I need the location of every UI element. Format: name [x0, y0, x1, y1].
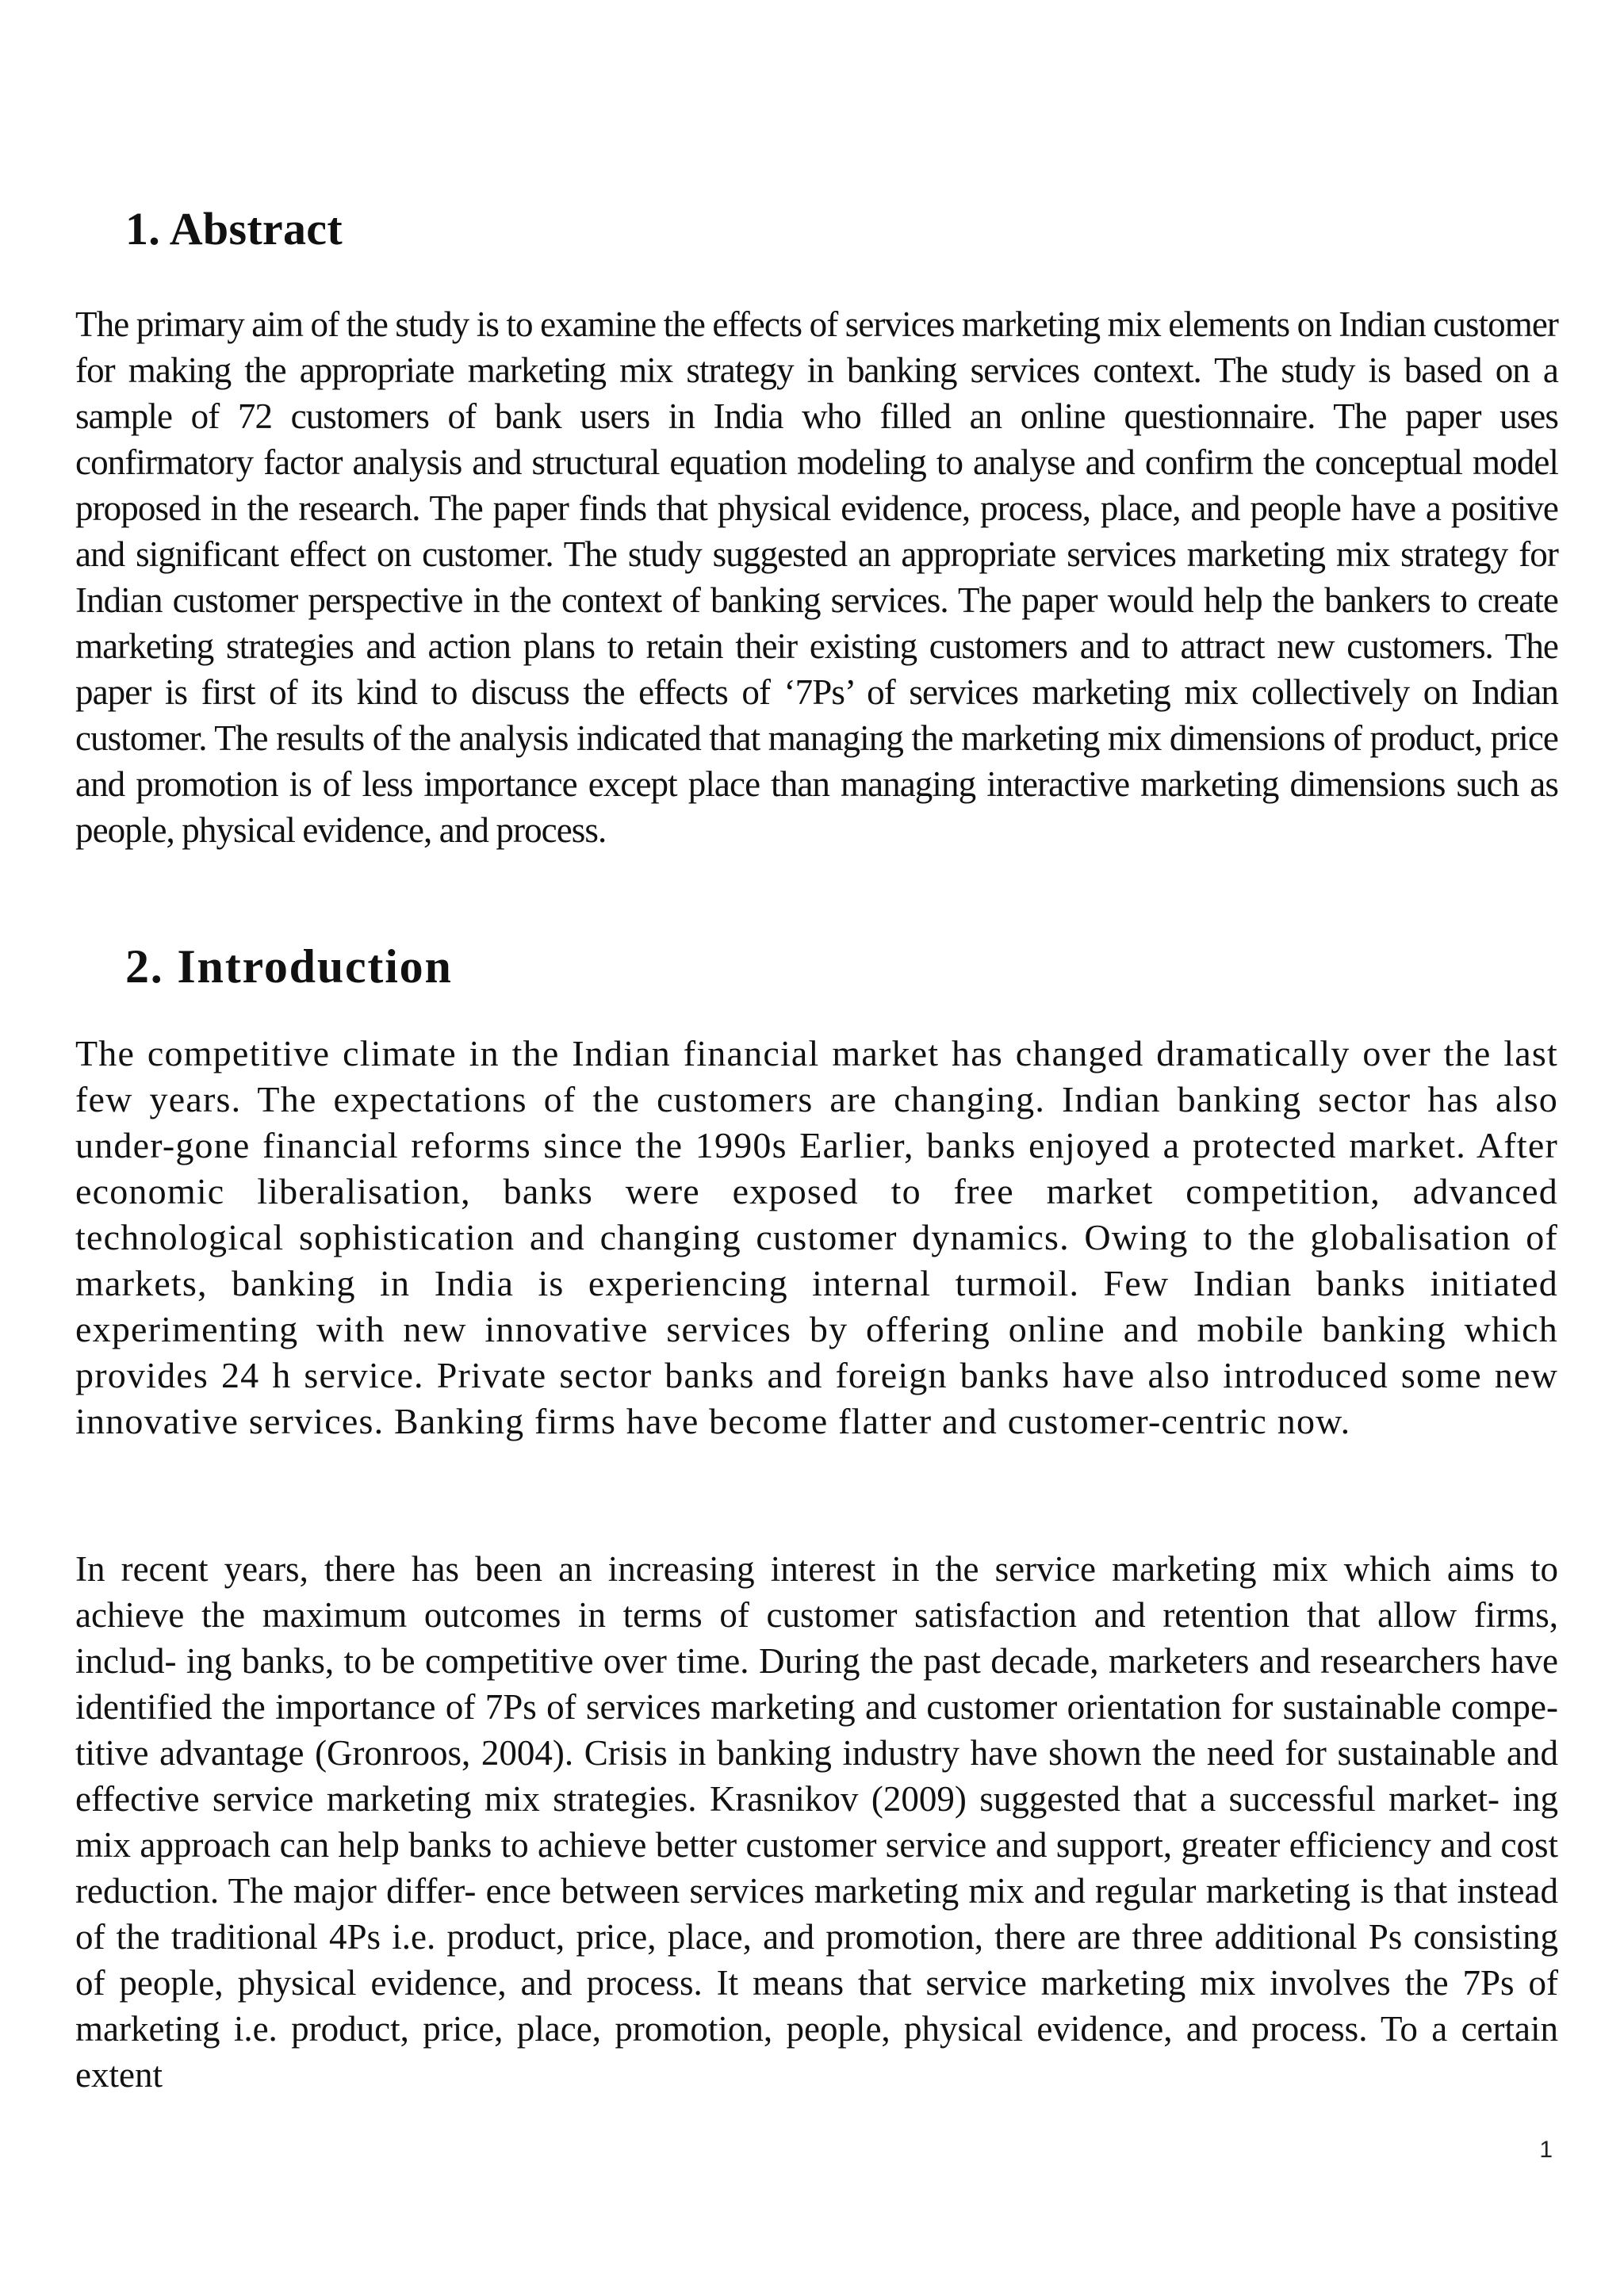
abstract-heading: 1. Abstract: [125, 203, 343, 254]
abstract-paragraph: The primary aim of the study is to examine the effects of services marketing mix elements on Indian customer for making the appropriate marketing mix strategy in banking services context. The study is based on a sample of 72 customers of bank users in India who filled an online questionnaire. The paper uses confirmatory factor analysis and structural equation modeling to analyse and confirm the conceptual model proposed in the research. The paper finds that physical evidence, process, place, and people have a positive and significant effect on customer. The study suggested an appropriate services marketing mix strategy for Indian customer perspective in the context of banking services. The paper would help the bankers to create marketing strategies and action plans to retain their existing customers and to attract new customers. The paper is first of its kind to discuss the effects of ‘7Ps’ of services marketing mix collectively on Indian customer. The results of the analysis indicated that managing the marketing mix dimensions of product, price and promotion is of less importance except place than managing interactive marketing dimensions such as people, physical evidence, and process.: [75, 304, 1558, 850]
introduction-paragraph-1: The competitive climate in the Indian financial market has changed dramatically over the last few years. The expectations of the customers are changing. Indian banking sector has also under-gone financial reforms since the 1990s Earlier, banks enjoyed a protected market. After economic liberalisation, banks were exposed to free market competition, advanced technological sophistication and changing customer dynamics. Owing to the globalisation of markets, banking in India is experiencing internal turmoil. Few Indian banks initiated experimenting with new innovative services by offering online and mobile banking which provides 24 h service. Private sector banks and foreign banks have also introduced some new innovative services. Banking firms have become flatter and customer-centric now.: [75, 1033, 1558, 1441]
page-number: 1: [1539, 2137, 1553, 2163]
introduction-heading: 2. Introduction: [125, 940, 453, 993]
introduction-paragraph-2: In recent years, there has been an increasing interest in the service marketing mix which aims to achieve the maximum outcomes in terms of customer satisfaction and retention that allow firms, includ- ing banks, to be competitive over time. During the past decade, marketers and researchers have identified the importance of 7Ps of services marketing and customer orientation for sustainable compe- titive advantage (Gronroos, 2004). Crisis in banking industry have shown the need for sustainable and effective service marketing mix strategies. Krasnikov (2009) suggested that a successful market- ing mix approach can help banks to achieve better customer service and support, greater efficiency and cost reduction. The major differ- ence between services marketing mix and regular marketing is that instead of the traditional 4Ps i.e. product, price, place, and promotion, there are three additional Ps consisting of people, physical evidence, and process. It means that service marketing mix involves the 7Ps of marketing i.e. product, price, place, promotion, people, physical evidence, and process. To a certain extent: [75, 1549, 1558, 2095]
